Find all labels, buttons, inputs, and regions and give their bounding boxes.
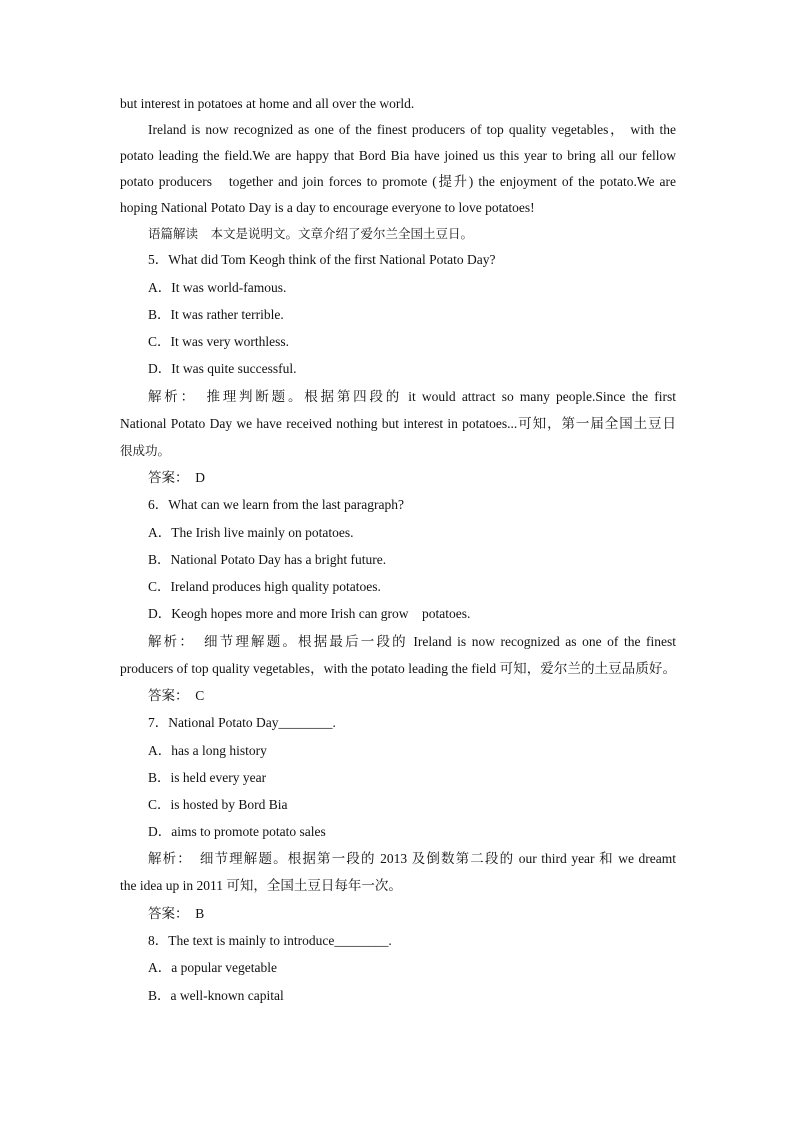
option-7a: A．has a long history bbox=[148, 743, 267, 758]
question-8: 8．The text is mainly to introduce________. bbox=[148, 933, 392, 948]
option-6a: A．The Irish live mainly on potatoes. bbox=[148, 525, 354, 540]
option-7c: C．is hosted by Bord Bia bbox=[148, 797, 288, 812]
passage-analysis: 语篇解读 本文是说明文。文章介绍了爱尔兰全国土豆日。 bbox=[148, 226, 474, 241]
option-6b: B．National Potato Day has a bright future. bbox=[148, 552, 387, 567]
explanation-5-line: 很成功。 bbox=[120, 443, 171, 458]
option-8b: B．a well-known capital bbox=[148, 988, 284, 1003]
explanation-7-line: 解析： 细节理解题。根据第一段的 2013 及倒数第二段的 our third year 和 we dreamt bbox=[148, 851, 676, 866]
option-5b: B．It was rather terrible. bbox=[148, 307, 284, 322]
option-7d: D．aims to promote potato sales bbox=[148, 824, 326, 839]
option-5d: D．It was quite successful. bbox=[148, 361, 297, 376]
option-7b: B．is held every year bbox=[148, 770, 267, 785]
question-6: 6．What can we learn from the last paragraph? bbox=[148, 497, 405, 512]
passage-line: potato leading the field.We are happy that Bord Bia have joined us this year to bring all our fellow bbox=[120, 148, 676, 163]
explanation-6-line: producers of top quality vegetables，with the potato leading the field 可知，爱尔兰的土豆品质好。 bbox=[120, 661, 676, 676]
explanation-5-line: 解析： 推理判断题。根据第四段的 it would attract so many people.Since the first bbox=[148, 389, 676, 404]
question-7: 7．National Potato Day________. bbox=[148, 715, 336, 730]
answer-6: 答案： C bbox=[148, 688, 205, 703]
explanation-6-line: 解析： 细节理解题。根据最后一段的 Ireland is now recognized as one of the finest bbox=[148, 634, 676, 649]
passage-line: Ireland is now recognized as one of the finest producers of top quality vegetables， with the bbox=[148, 122, 676, 137]
question-5: 5．What did Tom Keogh think of the first National Potato Day? bbox=[148, 252, 496, 267]
option-6c: C．Ireland produces high quality potatoes. bbox=[148, 579, 381, 594]
option-5a: A．It was world-famous. bbox=[148, 280, 287, 295]
explanation-5-line: National Potato Day we have received nothing but interest in potatoes...可知，第一届全国土豆日 bbox=[120, 416, 676, 431]
passage-line: potato producers together and join forces to promote (提升) the enjoyment of the potato.We are bbox=[120, 174, 676, 189]
answer-5: 答案： D bbox=[148, 470, 205, 485]
passage-line: hoping National Potato Day is a day to encourage everyone to love potatoes! bbox=[120, 200, 535, 215]
option-5c: C．It was very worthless. bbox=[148, 334, 289, 349]
answer-7: 答案： B bbox=[148, 906, 205, 921]
option-6d: D．Keogh hopes more and more Irish can grow potatoes. bbox=[148, 606, 471, 621]
explanation-7-line: the idea up in 2011 可知，全国土豆日每年一次。 bbox=[120, 878, 402, 893]
passage-line: but interest in potatoes at home and all over the world. bbox=[120, 96, 415, 111]
option-8a: A．a popular vegetable bbox=[148, 960, 277, 975]
